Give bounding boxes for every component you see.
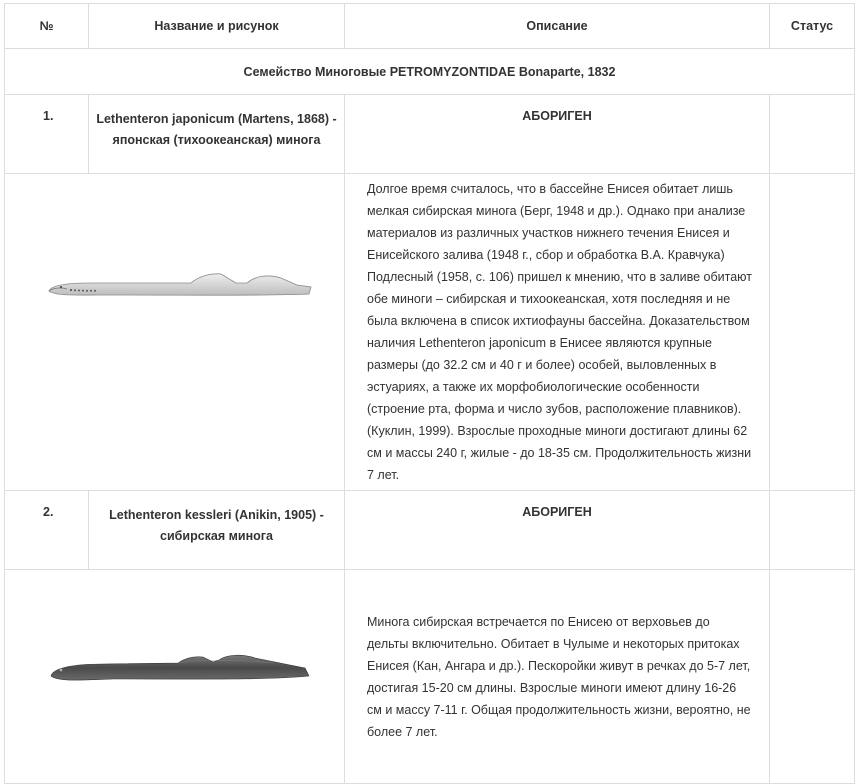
header-status: Статус (770, 4, 855, 49)
light-lamprey-drawing-icon (41, 266, 321, 306)
header-name: Название и рисунок (89, 4, 345, 49)
species-image-cell (5, 570, 345, 784)
species-status-empty (770, 570, 855, 784)
species-name (89, 491, 345, 570)
species-name (89, 95, 345, 174)
species-status (770, 491, 855, 570)
species-row (5, 95, 855, 174)
species-common-name: сибирская минога (160, 529, 273, 543)
species-common-name: японская (тихоокеанская) минога (112, 133, 321, 147)
species-description-text: Минога сибирская встречается по Енисею от верховьев до дельты включительно. Обитает в Чулыме и некоторых притоках Енисея (Кан, Ангара и др.). Пескоройки живут в речках до 5-7 лет, достигая 15-20 см длины. Взрослые миноги имеют длину 16-26 см и массу 7-11 г. Общая продолжительность жизни, вероятно, не более 7 лет. (367, 614, 751, 739)
species-number: 1. (5, 95, 89, 174)
species-status-title: АБОРИГЕН (345, 491, 770, 570)
species-detail-row (5, 570, 855, 784)
species-latin-name: Lethenteron japonicum (Martens, 1868) - (96, 112, 337, 126)
family-title: Семейство Миноговые PETROMYZONTIDAE Bonaparte, 1832 (5, 49, 855, 95)
species-row (5, 491, 855, 570)
species-description-text: Долгое время считалось, что в бассейне Енисея обитает лишь мелкая сибирская минога (Берг, 1948 и др.). Однако при анализе материалов из различных участков нижнего течения Енисея и Енисейского залива (1948 г., сбор и обработка В.А. Кравчука) Подлесный (1958, с. 106) пришел к мнению, что в заливе обитают обе миноги – сибирская и тихоокеанская, хотя последняя и не была включена в список ихтиофауны бассейна. Доказательством наличия Lethenteron japonicum в Енисее являются крупные размеры (до 32.2 см и 40 г и более) особей, выловленных в эстуариях, а также их морфобиологические особенности (строение рта, форма и число зубов, расположение плавников). (Куклин, 1999). Взрослые проходные миноги достигают длины 62 см и массы 240 г, жилые - до 18-35 см. Продолжительность жизни 7 лет. (367, 182, 753, 482)
species-latin-name: Lethenteron kessleri (Anikin, 1905) - (109, 508, 324, 522)
family-row (5, 49, 855, 95)
species-image-cell (5, 174, 345, 491)
species-status (770, 95, 855, 174)
species-status-title: АБОРИГЕН (345, 95, 770, 174)
species-status-empty (770, 174, 855, 491)
species-description (345, 570, 770, 784)
species-description (345, 174, 770, 491)
species-detail-row (5, 174, 855, 491)
species-number: 2. (5, 491, 89, 570)
header-description: Описание (345, 4, 770, 49)
table-header-row (5, 4, 855, 49)
species-table (4, 3, 855, 784)
dark-lamprey-drawing-icon (43, 646, 323, 690)
header-number: № (5, 4, 89, 49)
